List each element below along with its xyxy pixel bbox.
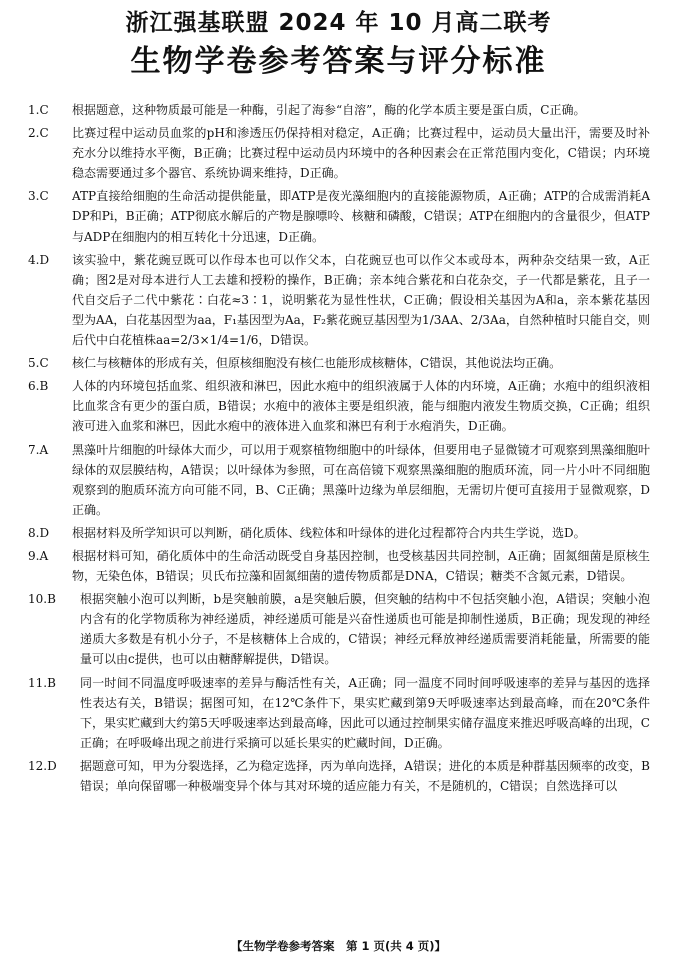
question-number: 9.A — [28, 548, 49, 563]
explanation-text: 根据突触小泡可以判断，b是突触前膜，a是突触后膜，但突触的结构中不包括突触小泡，A错误；突触小泡内含有的化学物质称为神经递质，神经递质可能是兴奋性递质也可能是抑制性递质，B正确；现发现的神经递质大多数是有机小分子，不是核糖体上合成的，C错误；神经元释放神经递质需要消耗能量，所需要的能量可以由c提供，也可以由糖酵解提供，D错误。 — [80, 592, 650, 667]
explanation-text: 黑藻叶片细胞的叶绿体大而少，可以用于观察植物细胞中的叶绿体，但要用电子显微镜才可观察到黑藻细胞叶绿体的双层膜结构，A错误；以叶绿体为参照，可在高倍镜下观察黑藻细胞的胞质环流，同一片小叶不同细胞观察到的胞质环流方向可能不同，B、C正确；黑藻叶边缘为单层细胞，无需切片便可直接用于显微观察，D正确。 — [72, 442, 650, 517]
answer-item — [28, 100, 650, 120]
question-number: 6.B — [28, 379, 49, 394]
question-number: 10.B — [28, 592, 56, 607]
question-number: 1.C — [28, 103, 49, 117]
answer-item — [28, 589, 650, 669]
explanation-text: 同一时间不同温度呼吸速率的差异与酶活性有关，A正确；同一温度不同时间呼吸速率的差异与基因的选择性表达有关，B错误；据图可知，在12℃条件下，果实贮藏到第9天呼吸速率达到最高峰，而在20℃条件下，果实贮藏到大约第5天呼吸速率达到最高峰，因此可以通过控制果实储存温度来推迟呼吸高峰的出现，C正确；在呼吸峰出现之前进行采摘可以延长果实的贮藏时间，D正确。 — [80, 675, 650, 750]
answer-item — [28, 756, 650, 796]
explanation-text: 根据材料及所学知识可以判断，硝化质体、线粒体和叶绿体的进化过程都符合内共生学说，选D。 — [72, 525, 586, 540]
answer-item — [28, 123, 650, 183]
question-number: 5.C — [28, 356, 49, 371]
explanation-text: 核仁与核糖体的形成有关，但原核细胞没有核仁也能形成核糖体，C错误，其他说法均正确。 — [72, 356, 562, 371]
explanation-text: 据题意可知，甲为分裂选择，乙为稳定选择，丙为单向选择，A错误；进化的本质是种群基因频率的改变，B错误；单向保留哪一种极端变异个体与其对环境的适应能力有关，不是随机的，C错误；自然选择可以 — [80, 758, 650, 793]
question-number: 8.D — [28, 525, 50, 540]
answer-item — [28, 353, 650, 373]
explanation-text: 该实验中，紫花豌豆既可以作母本也可以作父本，白花豌豆也可以作父本或母本，两种杂交结果一致，A正确；图2是对母本进行人工去雄和授粉的操作，B正确；亲本纯合紫花和白花杂交，子一代都是紫花，且子一代自交后子二代中紫花∶白花≈3∶1，说明紫花为显性性状，C正确；假设相关基因为A和a，亲本紫花基因型为AA，白花基因型为aa，F₁基因型为Aa，F₂紫花豌豆基因型为1/3AA、2/3Aa，自然种植时只能自交，则后代中白花植株aa=2/3×1/4=1/6，D错误。 — [72, 252, 650, 348]
explanation-text: 比赛过程中运动员血浆的pH和渗透压仍保持相对稳定，A正确；比赛过程中，运动员大量出汗，需要及时补充水分以维持水平衡，B正确；比赛过程中运动员内环境中的各种因素会在正常范围内变化，C错误；内环境稳态需要通过多个器官、系统协调来维持，D正确。 — [72, 126, 650, 181]
answer-item — [28, 376, 650, 436]
explanation-text: 人体的内环境包括血浆、组织液和淋巴，因此水疱中的组织液属于人体的内环境，A正确；水疱中的组织液相比血浆含有更少的蛋白质，B错误；水疱中的液体主要是组织液，能与细胞内液发生物质交换，C正确；组织液可进入血浆和淋巴，因此水疱中的液体进入血浆和淋巴有利于水疱消失，D正确。 — [72, 379, 650, 434]
question-number: 11.B — [28, 675, 56, 690]
answer-item — [28, 546, 650, 586]
page-footer: 【生物学卷参考答案 第 1 页(共 4 页)】 — [230, 939, 447, 953]
answer-subtitle: 生物学卷参考答案与评分标准 — [130, 44, 547, 79]
question-number: 2.C — [28, 126, 49, 141]
explanation-text: ATP直接给细胞的生命活动提供能量，即ATP是夜光藻细胞内的直接能源物质，A正确；ATP的合成需消耗ADP和Pi，B正确；ATP彻底水解后的产物是腺嘌呤、核糖和磷酸，C错误；ATP在细胞内的含量很少，但ATP与ADP在细胞内的相互转化十分迅速，D正确。 — [72, 189, 650, 244]
answer-item — [28, 440, 650, 520]
question-number: 12.D — [28, 758, 57, 773]
answer-list — [28, 100, 650, 799]
explanation-text: 根据材料可知，硝化质体中的生命活动既受自身基因控制，也受核基因共同控制，A正确；固氮细菌是原核生物，无染色体，B错误；贝氏布拉藻和固氮细菌的遗传物质都是DNA，C错误；糖类不含氮元素，D错误。 — [72, 548, 650, 584]
question-number: 3.C — [28, 189, 49, 204]
answer-item — [28, 250, 650, 350]
exam-title: 浙江强基联盟 2024 年 10 月高二联考 — [125, 10, 552, 36]
explanation-text: 根据题意，这种物质最可能是一种酶，引起了海参“自溶”，酶的化学本质主要是蛋白质，C正确。 — [72, 103, 586, 117]
answer-item — [28, 523, 650, 543]
question-number: 4.D — [28, 252, 50, 267]
question-number: 7.A — [28, 442, 49, 457]
answer-item — [28, 186, 650, 246]
answer-item — [28, 673, 650, 753]
